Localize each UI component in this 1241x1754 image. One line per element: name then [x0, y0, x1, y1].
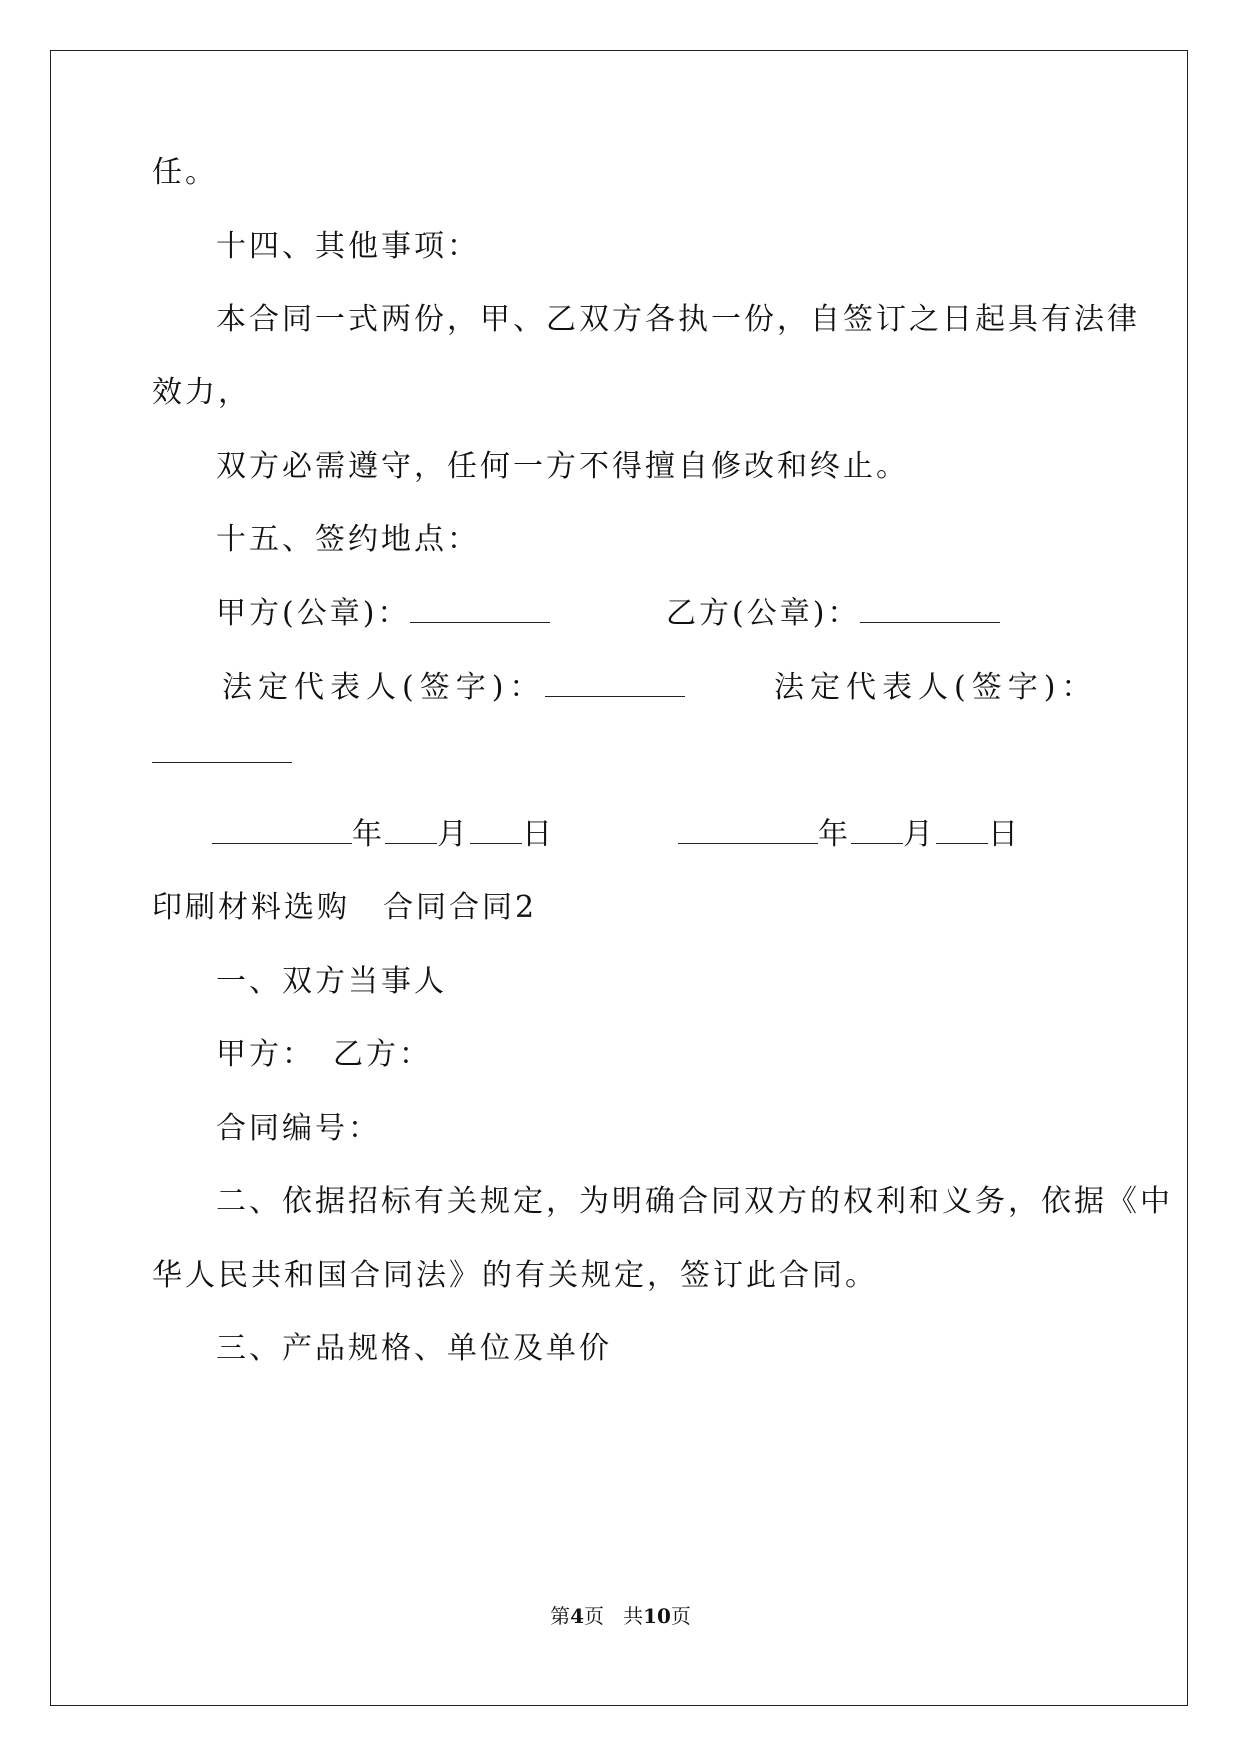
- party-b-rep-blank: [152, 736, 292, 763]
- party-a-rep-label: 法定代表人(签字)：: [222, 670, 546, 705]
- day-label-a: 日: [522, 817, 555, 852]
- party-b-seal-blank: [860, 596, 1000, 623]
- paragraph-compliance: 双方必需遵守，任何一方不得擅自修改和终止。: [216, 449, 909, 484]
- month-blank-a: [385, 817, 437, 844]
- party-b-seal-label: 乙方(公章)：: [666, 596, 861, 631]
- footer-page-unit: 页: [584, 1604, 604, 1628]
- year-label-a: 年: [352, 817, 385, 852]
- section-14-heading: 十四、其他事项：: [216, 229, 480, 264]
- page-footer: [0, 1604, 1241, 1628]
- party-b-rep-label: 法定代表人(签字)：: [774, 670, 1098, 705]
- section-15-heading: 十五、签约地点：: [216, 522, 480, 557]
- contract-2-section-2-cont: 华人民共和国合同法》的有关规定，签订此合同。: [152, 1258, 878, 1293]
- contract-2-section-2: 二、依据招标有关规定，为明确合同双方的权利和义务，依据《中: [216, 1184, 1173, 1219]
- current-page-number: 4: [570, 1604, 584, 1628]
- day-blank-b: [936, 817, 988, 844]
- party-b-rep-row: [152, 734, 292, 774]
- month-label-a: 月: [437, 817, 470, 852]
- contract-2-title: 印刷材料选购 合同合同2: [152, 890, 538, 925]
- rep-row: [222, 668, 685, 708]
- seal-row-b: [666, 594, 1000, 634]
- year-label-b: 年: [818, 817, 851, 852]
- date-row-b: [678, 815, 1021, 855]
- paragraph-copies-cont: 效力，: [152, 375, 251, 410]
- party-a-seal-blank: [410, 596, 550, 623]
- year-blank-b: [678, 817, 818, 844]
- footer-prefix: 第: [550, 1604, 571, 1628]
- seal-row: [216, 594, 550, 634]
- contract-2-section-1: 一、双方当事人: [216, 964, 447, 999]
- party-a-rep-blank: [545, 670, 685, 697]
- month-label-b: 月: [903, 817, 936, 852]
- date-row-a: [212, 815, 555, 855]
- day-label-b: 日: [988, 817, 1021, 852]
- paragraph-copies: 本合同一式两份，甲、乙双方各执一份，自签订之日起具有法律: [216, 302, 1140, 337]
- contract-2-section-3: 三、产品规格、单位及单价: [216, 1331, 612, 1366]
- footer-total-prefix: 共: [623, 1604, 644, 1628]
- year-blank-a: [212, 817, 352, 844]
- month-blank-b: [851, 817, 903, 844]
- paragraph-continuation: 任。: [152, 155, 218, 190]
- party-a-seal-label: 甲方(公章)：: [216, 596, 411, 631]
- footer-total-unit: 页: [670, 1604, 691, 1628]
- contract-2-parties: 甲方： 乙方：: [216, 1037, 432, 1072]
- contract-2-number: 合同编号：: [216, 1111, 381, 1146]
- page-border: [50, 50, 1188, 1706]
- day-blank-a: [470, 817, 522, 844]
- total-pages-number: 10: [643, 1604, 671, 1628]
